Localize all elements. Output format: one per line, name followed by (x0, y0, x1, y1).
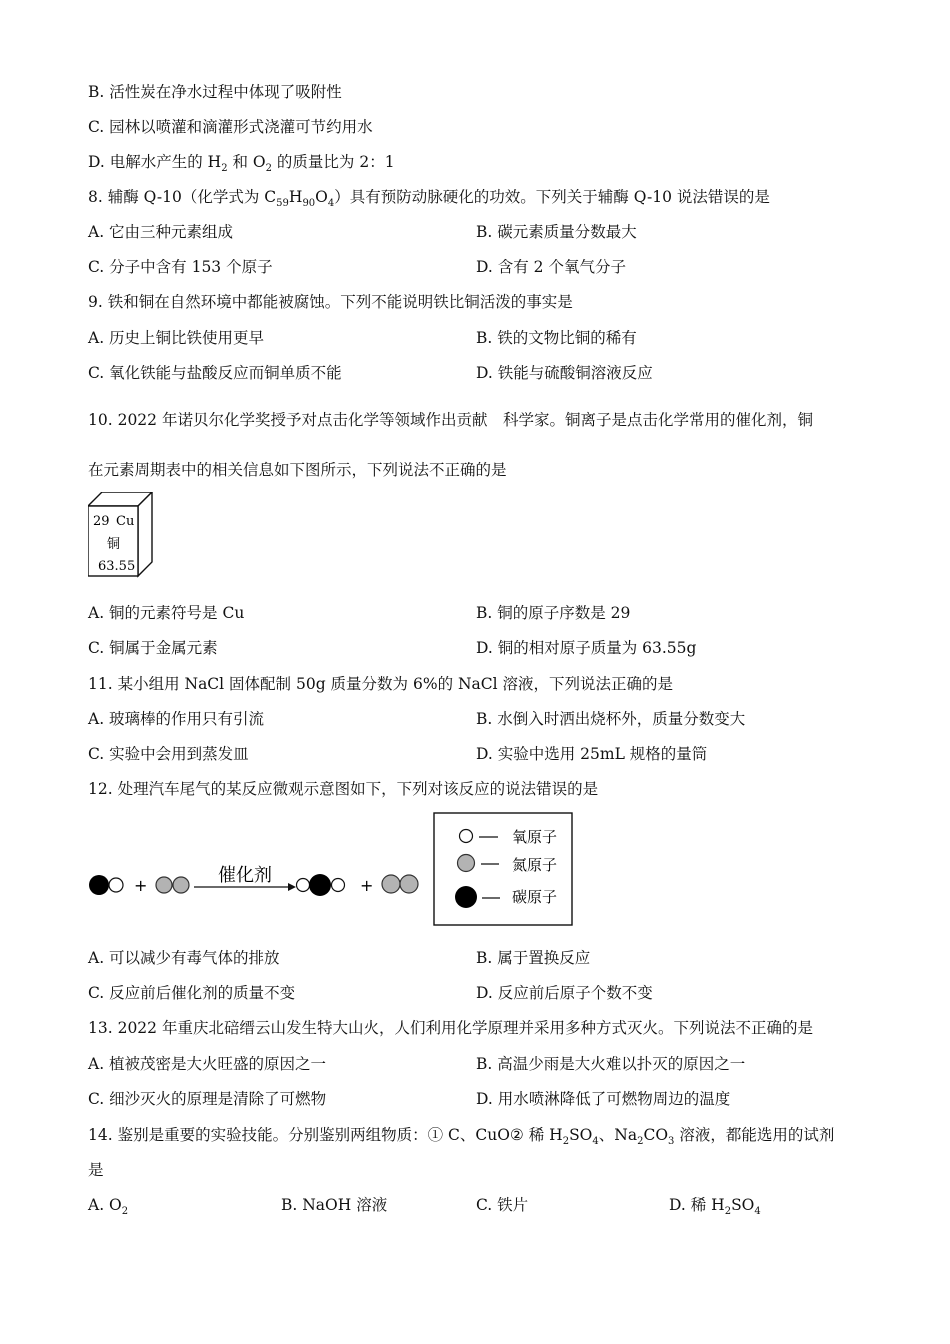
molecule-nitrogen-reactant (156, 877, 189, 893)
q13-option-c: C. 细沙灭火的原理是清除了可燃物 (88, 1090, 327, 1108)
element-tile-copper (88, 492, 158, 582)
q8-option-c: C. 分子中含有 153 个原子 (88, 258, 273, 276)
catalyst-label: 催化剂 (218, 865, 272, 886)
q7-option-b: B. 活性炭在净水过程中体现了吸附性 (88, 83, 342, 101)
q9-option-d: D. 铁能与硫酸铜溶液反应 (476, 364, 653, 382)
element-symbol: Cu (116, 514, 135, 529)
q9-option-b: B. 铁的文物比铜的稀有 (476, 329, 637, 347)
q7-option-c: C. 园林以喷灌和滴灌形式浇灌可节约用水 (88, 118, 373, 136)
q11-option-a: A. 玻璃棒的作用只有引流 (88, 710, 265, 728)
q14-option-d: D. 稀 $H_2SO_4$ (669, 1196, 761, 1218)
q13-option-b: B. 高温少雨是大火难以扑灭的原因之一 (476, 1055, 746, 1073)
molecule-nitrogen-product (382, 875, 418, 893)
element-atomic-mass: 63.55 (98, 559, 136, 574)
element-atomic-number: 29 (93, 514, 110, 529)
q12-option-b: B. 属于置换反应 (476, 949, 591, 967)
q13-option-a: A. 植被茂密是大火旺盛的原因之一 (88, 1055, 327, 1073)
molecule-co2-product (297, 874, 345, 896)
q9-option-a: A. 历史上铜比铁使用更早 (88, 329, 265, 347)
q8-option-d: D. 含有 2 个氧气分子 (476, 258, 626, 276)
q14-stem-line2: 是 (88, 1161, 104, 1179)
plus-sign-1: + (134, 876, 148, 895)
q14-stem-line1: 14. 鉴别是重要的实验技能。分别鉴别两组物质：① C、CuO② 稀 $H_2SO_4$、$Na_2CO_3$ 溶液，都能选用的试剂 (88, 1126, 835, 1148)
q10-stem-line1: 10. 2022 年诺贝尔化学奖授予对点击化学等领域作出贡献 科学家。铜离子是点击化学常用的催化剂，铜 (88, 411, 813, 429)
q11-stem: 11. 某小组用 NaCl 固体配制 50g 质量分数为 6%的 NaCl 溶液，下列说法正确的是 (88, 675, 674, 693)
q12-stem: 12. 处理汽车尾气的某反应微观示意图如下，下列对该反应的说法错误的是 (88, 780, 599, 798)
q11-option-b: B. 水倒入时洒出烧杯外，质量分数变大 (476, 710, 746, 728)
q11-option-d: D. 实验中选用 25mL 规格的量筒 (476, 745, 708, 763)
q11-option-c: C. 实验中会用到蒸发皿 (88, 745, 249, 763)
q8-option-b: B. 碳元素质量分数最大 (476, 223, 637, 241)
q13-option-d: D. 用水喷淋降低了可燃物周边的温度 (476, 1090, 731, 1108)
q12-option-d: D. 反应前后原子个数不变 (476, 984, 653, 1002)
reaction-diagram (86, 810, 576, 934)
legend-carbon: 碳原子 (512, 888, 558, 906)
q8-stem: 8. 辅酶 Q-10（化学式为 $C_{59}H_{90}O_4$）具有预防动脉硬化的功效。下列关于辅酶 Q-10 说法错误的是 (88, 188, 770, 210)
element-name: 铜 (107, 537, 121, 552)
atom-legend (434, 813, 572, 925)
q13-stem: 13. 2022 年重庆北碚缙云山发生特大山火，人们利用化学原理并采用多种方式灭火。下列说法不正确的是 (88, 1019, 813, 1037)
q12-option-c: C. 反应前后催化剂的质量不变 (88, 984, 296, 1002)
molecule-co-reactant (89, 875, 123, 895)
q8-option-a: A. 它由三种元素组成 (88, 223, 234, 241)
legend-oxygen: 氧原子 (512, 828, 558, 846)
q14-option-b: B. NaOH 溶液 (281, 1196, 388, 1214)
plus-sign-2: + (360, 876, 374, 895)
q10-option-c: C. 铜属于金属元素 (88, 639, 218, 657)
q10-stem-line2: 在元素周期表中的相关信息如下图所示，下列说法不正确的是 (88, 461, 507, 479)
q9-stem: 9. 铁和铜在自然环境中都能被腐蚀。下列不能说明铁比铜活泼的事实是 (88, 293, 573, 311)
q14-option-a: A. $O_2$ (88, 1196, 129, 1218)
q14-option-c: C. 铁片 (476, 1196, 529, 1214)
q10-option-b: B. 铜的原子序数是 29 (476, 604, 631, 622)
q9-option-c: C. 氧化铁能与盐酸反应而铜单质不能 (88, 364, 342, 382)
legend-nitrogen: 氮原子 (512, 856, 558, 874)
q10-option-d: D. 铜的相对原子质量为 63.55g (476, 639, 697, 657)
q10-option-a: A. 铜的元素符号是 Cu (88, 604, 245, 622)
q12-option-a: A. 可以减少有毒气体的排放 (88, 949, 280, 967)
q7-option-d: D. 电解水产生的 $H_2$ 和 $O_2$ 的质量比为 2：1 (88, 153, 395, 175)
